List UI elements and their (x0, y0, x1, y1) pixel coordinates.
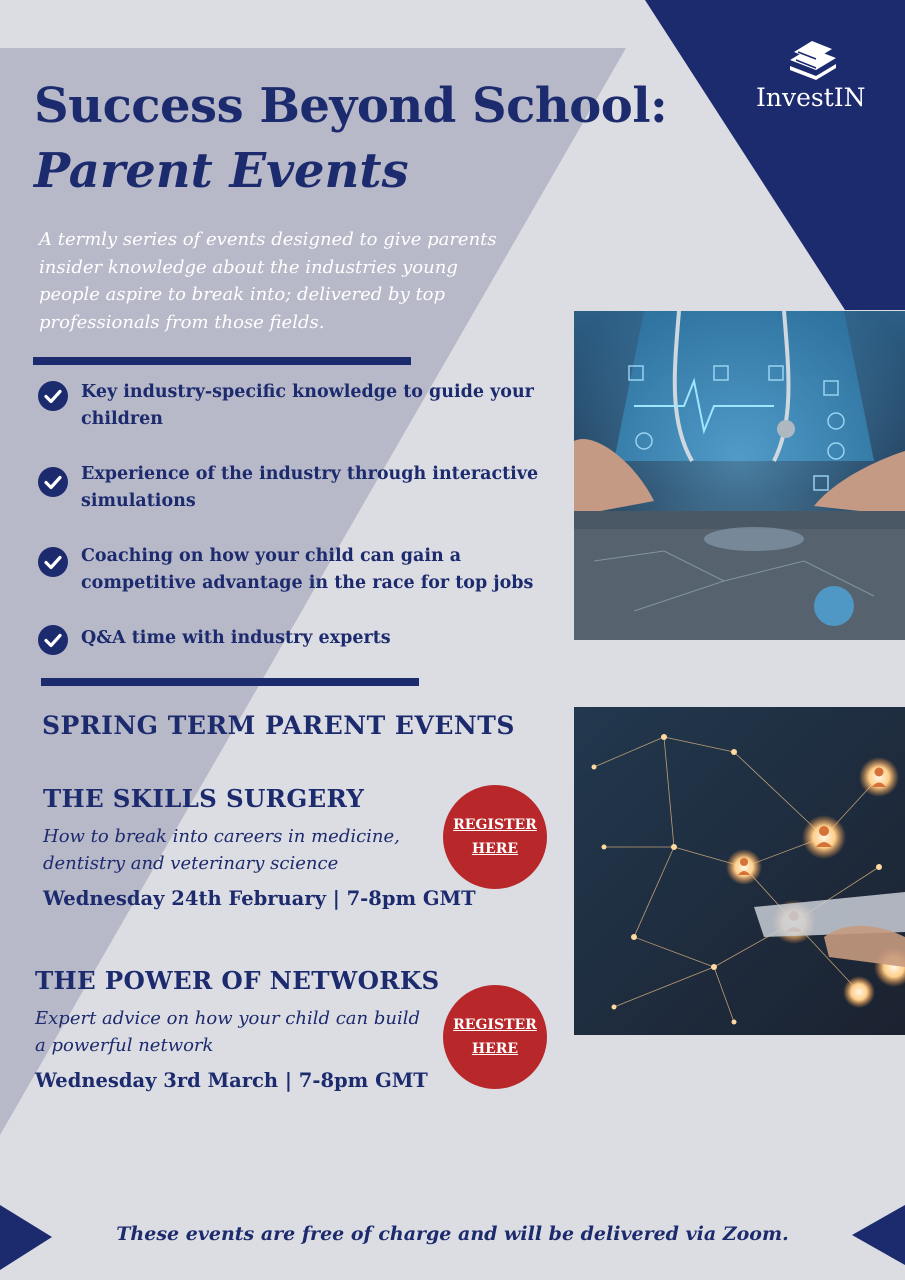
event-power-of-networks (35, 966, 455, 1092)
register-button[interactable] (443, 785, 547, 889)
benefit-text: Q&A time with industry experts (81, 628, 391, 648)
logo (786, 38, 840, 84)
network-photo (574, 707, 905, 1035)
intro-text: A termly series of events designed to give parents insider knowledge about the industries young people aspire to break into; delivered by top professionals from those fields. (39, 229, 497, 333)
benefit-text: Key industry-specific knowledge to guide your children (81, 382, 534, 429)
top-right-navy-shape (645, 0, 905, 310)
checkmark-icon (38, 467, 68, 497)
event-description: Expert advice on how your child can build a powerful network (35, 1008, 421, 1056)
stacked-books-icon (786, 38, 840, 84)
page-title: Success Beyond School: (34, 78, 668, 134)
brand-name: InvestIN (756, 83, 866, 112)
benefit-text: Coaching on how your child can gain a competitive advantage in the race for top jobs (81, 546, 534, 593)
footer-note: These events are free of charge and will be delivered via Zoom. (116, 1223, 789, 1245)
checkmark-icon (38, 547, 68, 577)
divider-bottom (41, 678, 419, 686)
event-date: Wednesday 3rd March | 7-8pm GMT (35, 1069, 428, 1092)
register-button-label: REGISTER HERE (453, 817, 537, 857)
checkmark-icon (38, 625, 68, 655)
event-date: Wednesday 24th February | 7-8pm GMT (43, 887, 476, 910)
events-heading: SPRING TERM PARENT EVENTS (42, 711, 515, 740)
divider-top (33, 357, 411, 365)
event-description: How to break into careers in medicine, dentistry and veterinary science (43, 826, 400, 874)
benefit-text: Experience of the industry through interactive simulations (81, 464, 539, 511)
event-title: THE POWER OF NETWORKS (35, 966, 440, 995)
register-button-label: REGISTER HERE (453, 1017, 537, 1057)
checkmark-icon (38, 381, 68, 411)
register-button[interactable] (443, 985, 547, 1089)
event-skills-surgery (43, 784, 476, 910)
page-subtitle: Parent Events (34, 143, 409, 199)
medical-tech-photo (574, 311, 905, 640)
event-title: THE SKILLS SURGERY (43, 784, 365, 813)
